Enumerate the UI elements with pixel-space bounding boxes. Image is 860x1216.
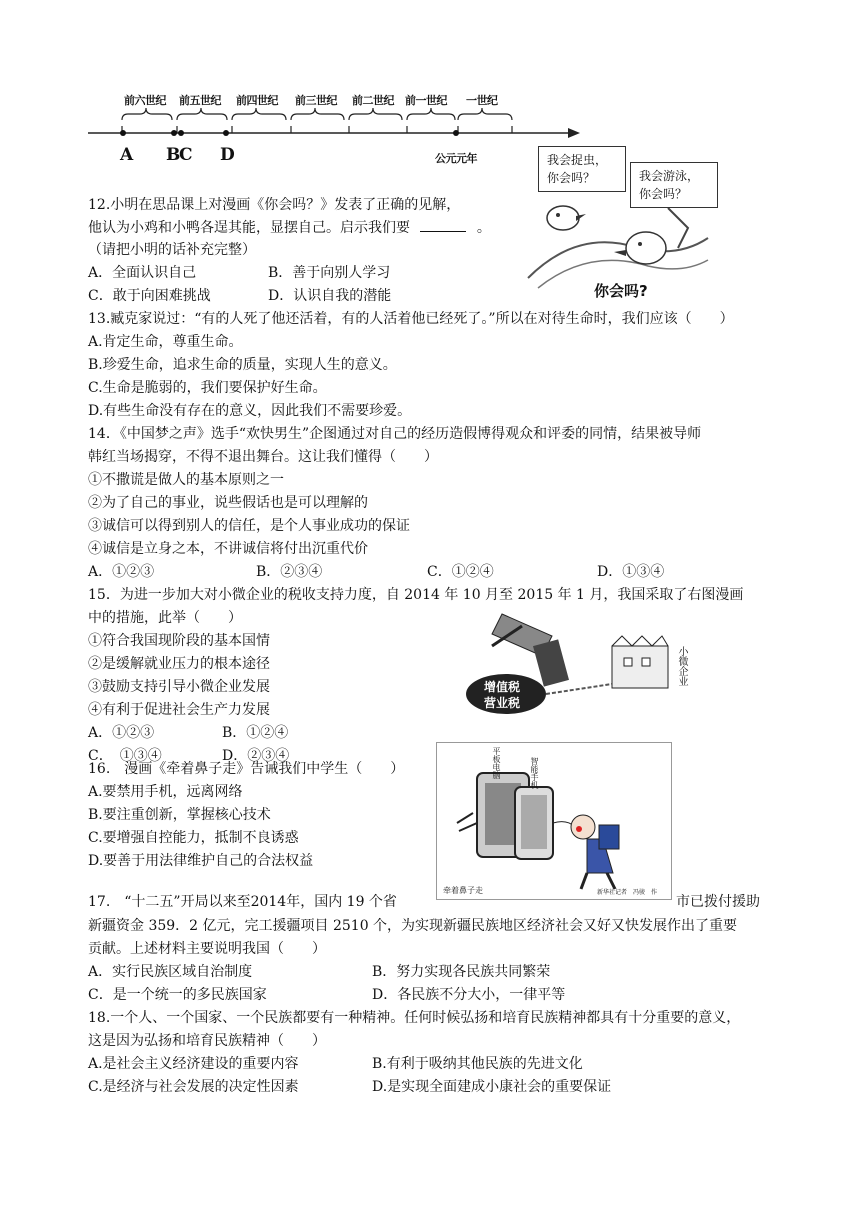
cartoon-title: 牵着鼻子走 xyxy=(443,886,483,895)
question-stem: 16. 漫画《牵着鼻子走》告诫我们中学生（ ） xyxy=(88,761,405,777)
small-business-label: 小微企业 xyxy=(676,646,687,686)
statement-2: ②是缓解就业压力的根本途径 xyxy=(88,656,270,672)
century-label: 一世纪 xyxy=(466,94,498,107)
option-c[interactable]: C.生命是脆弱的，我们要保护好生命。 xyxy=(88,380,327,396)
bubble-text: 我会游泳， xyxy=(639,169,700,183)
statement-4: ④诚信是立身之本，不讲诚信将付出沉重代价 xyxy=(88,541,368,557)
tablet-label: 平板电脑 xyxy=(492,747,501,779)
question-stem: 15．为进一步加大对小微企业的税收支持力度，自 2014 年 10 月至 2015 年 1 月，我国采取了右图漫画 xyxy=(88,587,744,603)
point-label-d: D xyxy=(220,145,235,165)
cartoon-tax-cut xyxy=(462,606,694,718)
statement-4: ④有利于促进社会生产力发展 xyxy=(88,702,270,718)
option-b[interactable]: B.有利于吸纳其他民族的先进文化 xyxy=(372,1056,583,1072)
point-label-c: C xyxy=(179,145,193,165)
question-stem: 17. “十二五”开局以来至2014年，国内 19 个省 xyxy=(88,894,397,910)
led-by-nose-drawing xyxy=(437,743,671,899)
statement-3: ③诚信可以得到别人的信任，是个人事业成功的保证 xyxy=(88,518,410,534)
question-stem: 市已拨付援助 xyxy=(676,894,760,910)
speech-bubble-duck xyxy=(630,162,718,208)
point-label-b: B xyxy=(166,145,181,165)
option-b[interactable]: B．努力实现各民族共同繁荣 xyxy=(372,964,551,980)
option-a[interactable]: A．实行民族区域自治制度 xyxy=(88,964,253,980)
cartoon-led-by-nose xyxy=(436,742,672,900)
option-a[interactable]: A．①②③ xyxy=(88,564,155,580)
bubble-text: 你会吗？ xyxy=(639,187,688,201)
option-b[interactable]: B.珍爱生命，追求生命的质量，实现人生的意义。 xyxy=(88,357,397,373)
option-d[interactable]: D.有些生命没有存在的意义，因此我们不需要珍爱。 xyxy=(88,403,412,419)
question-stem: 18.一个人、一个国家、一个民族都要有一种精神。任何时候弘扬和培育民族精神都具有十分重要的意义， xyxy=(88,1010,741,1026)
bubble-text: 你会吗？ xyxy=(547,171,596,185)
question-stem: 中的措施，此举（ ） xyxy=(88,610,242,626)
century-label: 前六世纪 xyxy=(124,94,166,107)
option-d[interactable]: D．各民族不分大小，一律平等 xyxy=(372,987,566,1003)
century-label: 前四世纪 xyxy=(236,94,278,107)
tax-ball-label: 营业税 xyxy=(484,696,521,710)
bubble-text: 我会捉虫， xyxy=(547,153,608,167)
option-b[interactable]: B．②③④ xyxy=(256,564,323,580)
answer-blank[interactable] xyxy=(420,219,466,232)
cartoon-caption: 你会吗? xyxy=(594,282,648,298)
cartoon-credit: 新华社记者 冯骏 作 xyxy=(597,889,658,896)
option-d[interactable]: D．①③④ xyxy=(597,564,665,580)
option-b[interactable]: B.要注重创新，掌握核心技术 xyxy=(88,807,271,823)
statement-1: ①不撒谎是做人的基本原则之一 xyxy=(88,472,284,488)
question-stem: 贡献。上述材料主要说明我国（ ） xyxy=(88,941,326,957)
statement-3: ③鼓励支持引导小微企业发展 xyxy=(88,679,270,695)
century-label: 前三世纪 xyxy=(295,94,337,107)
option-b[interactable]: B．善于向别人学习 xyxy=(268,265,391,281)
statement-2: ②为了自己的事业，说些假话也是可以理解的 xyxy=(88,495,368,511)
question-stem: 这是因为弘扬和培育民族精神（ ） xyxy=(88,1033,326,1049)
option-d[interactable]: D.要善于用法律维护自己的合法权益 xyxy=(88,853,314,869)
phone-label: 智能手机 xyxy=(530,757,539,789)
option-c[interactable]: C．①②④ xyxy=(427,564,494,580)
question-stem: 13.臧克家说过：“有的人死了他还活着，有的人活着他已经死了。”所以在对待生命时，我们应该（ ） xyxy=(88,311,734,327)
option-d[interactable]: D．认识自我的潜能 xyxy=(268,288,392,304)
question-stem: 新疆资金 359．2 亿元，完工援疆项目 2510 个，为实现新疆民族地区经济社会又好又快发展作出了重要 xyxy=(88,918,738,934)
option-a[interactable]: A．全面认识自己 xyxy=(88,265,197,281)
option-c[interactable]: C． ①③④ xyxy=(88,748,162,764)
statement-1: ①符合我国现阶段的基本国情 xyxy=(88,633,270,649)
option-a[interactable]: A.肯定生命，尊重生命。 xyxy=(88,334,243,350)
century-label: 前二世纪 xyxy=(352,94,394,107)
option-d[interactable]: D．②③④ xyxy=(222,748,290,764)
question-stem: 12.小明在思品课上对漫画《你会吗？》发表了正确的见解， xyxy=(88,197,461,213)
option-d[interactable]: D.是实现全面建成小康社会的重要保证 xyxy=(372,1079,612,1095)
option-a[interactable]: A．①②③ xyxy=(88,725,155,741)
option-c[interactable]: C．敢于向困难挑战 xyxy=(88,288,211,304)
century-label: 前一世纪 xyxy=(405,94,447,107)
era-label: 公元元年 xyxy=(435,152,477,165)
option-c[interactable]: C.是经济与社会发展的决定性因素 xyxy=(88,1079,299,1095)
stem-text: 。 xyxy=(476,220,491,236)
question-stem: 韩红当场揭穿，不得不退出舞台。这让我们懂得（ ） xyxy=(88,449,438,465)
option-a[interactable]: A.要禁用手机，远离网络 xyxy=(88,784,243,800)
question-stem xyxy=(88,219,491,237)
century-label: 前五世纪 xyxy=(179,94,221,107)
question-stem: 14．《中国梦之声》选手“欢快男生”企图通过对自己的经历造假博得观众和评委的同情，结果被导师 xyxy=(88,426,702,442)
option-a[interactable]: A.是社会主义经济建设的重要内容 xyxy=(88,1056,299,1072)
stem-text: 他认为小鸡和小鸭各逞其能，显摆自己。启示我们要 xyxy=(88,220,410,236)
option-c[interactable]: C．是一个统一的多民族国家 xyxy=(88,987,267,1003)
option-c[interactable]: C.要增强自控能力，抵制不良诱惑 xyxy=(88,830,299,846)
axe-label: 税收 xyxy=(565,654,575,672)
point-label-a: A xyxy=(120,145,134,165)
question-note: （请把小明的话补充完整） xyxy=(88,242,256,258)
tax-ball-label: 增值税 xyxy=(484,680,521,694)
speech-bubble-chick xyxy=(538,146,626,192)
option-b[interactable]: B．①②④ xyxy=(222,725,289,741)
